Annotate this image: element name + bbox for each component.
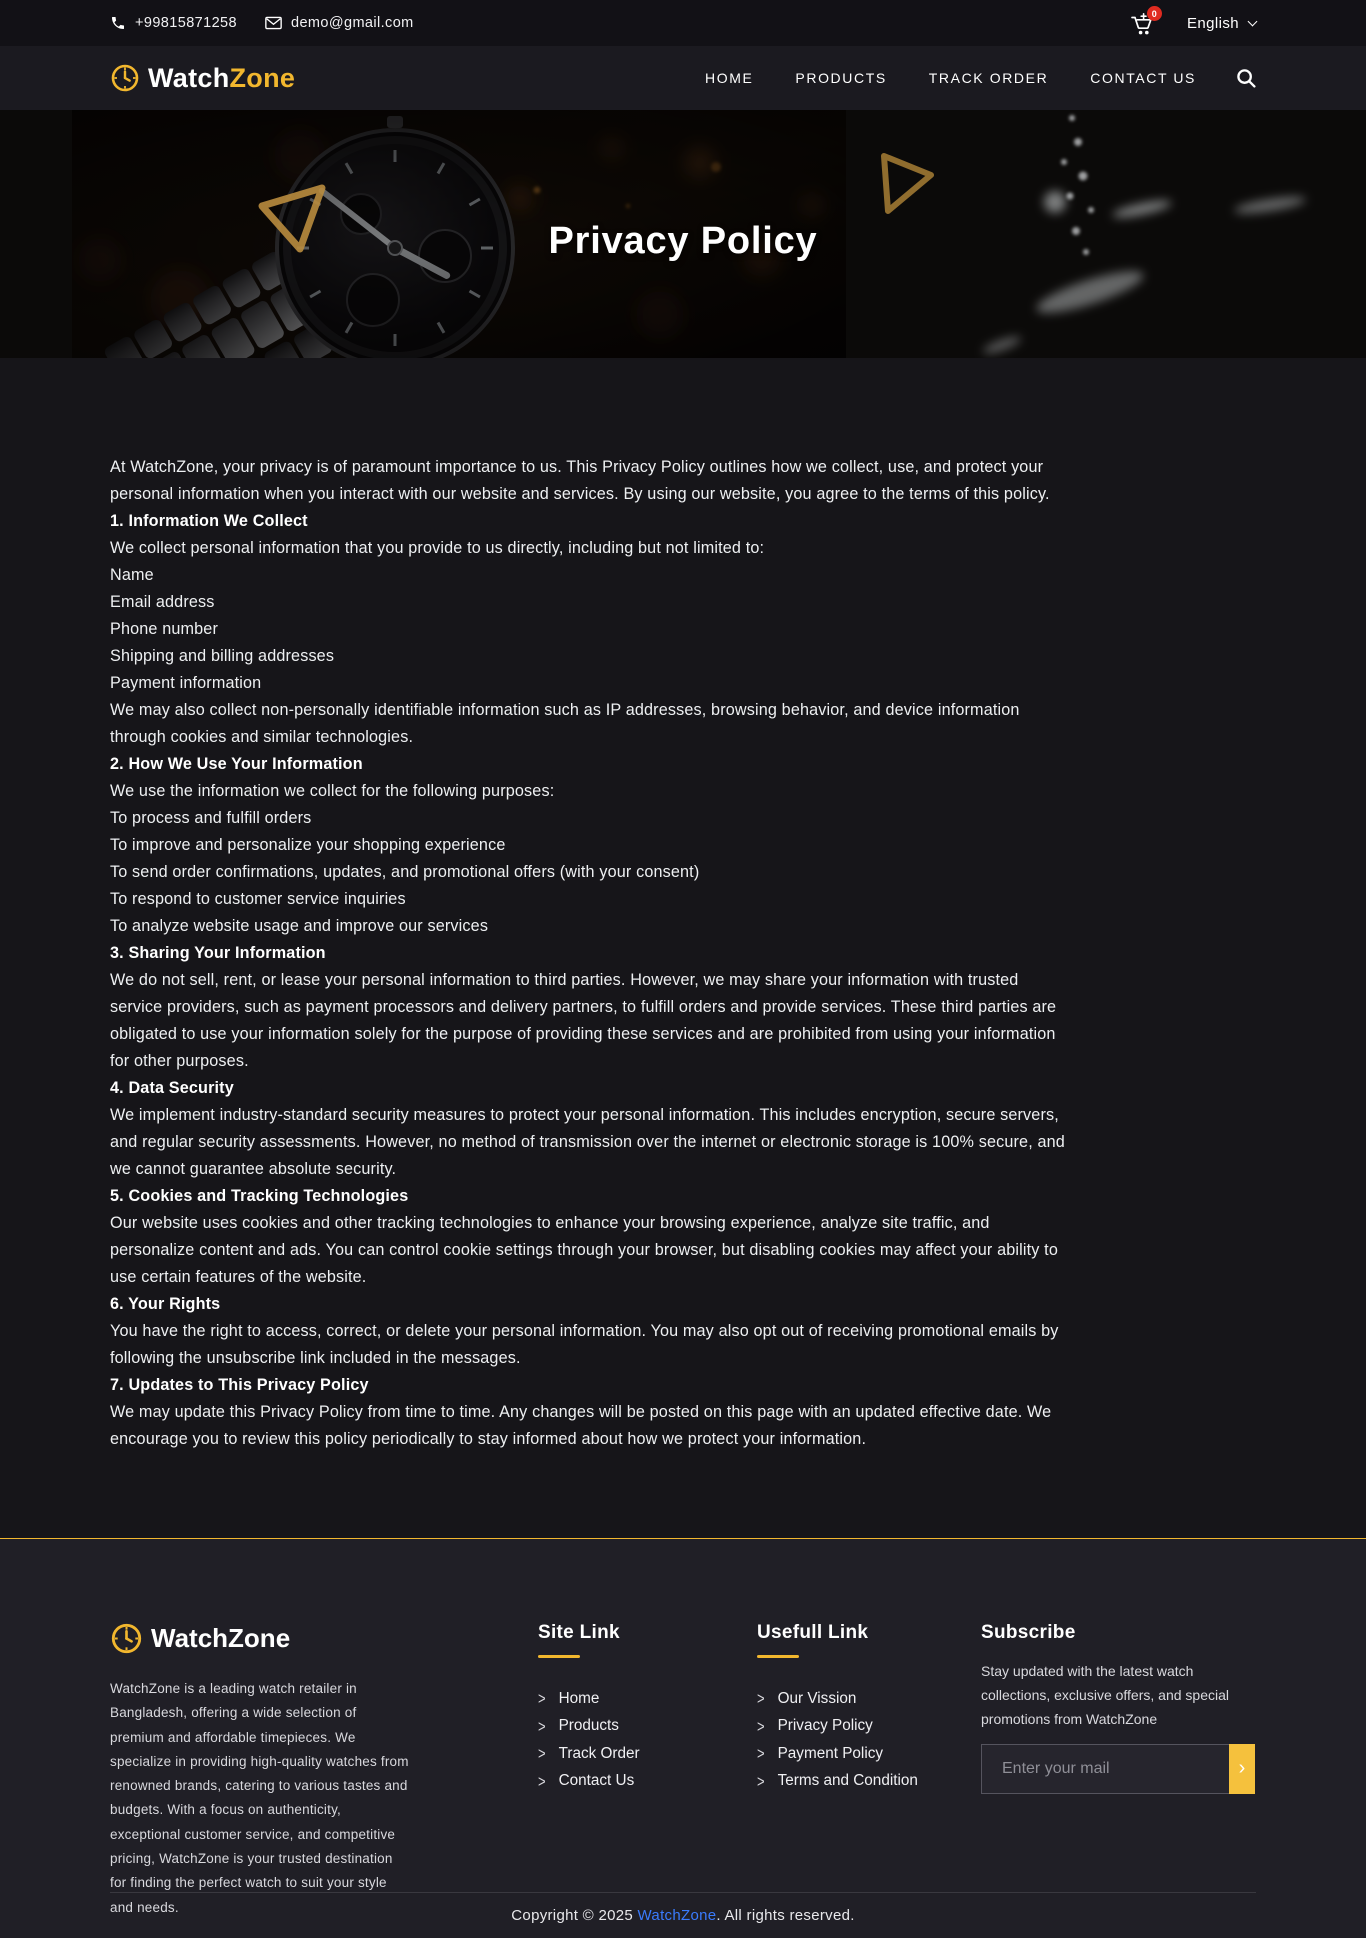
clock-logo-icon [110, 1622, 143, 1655]
navbar [0, 46, 1366, 110]
title-underline [757, 1655, 799, 1658]
chevron-down-icon [1248, 16, 1258, 26]
chevron-right-icon: > [538, 1689, 546, 1709]
topbar-phone[interactable] [110, 15, 237, 31]
policy-paragraph: Phone number [110, 620, 218, 638]
brand-zone: Zone [229, 62, 296, 93]
footer-column-title: Site Link [538, 1622, 620, 1643]
chevron-right-icon: > [538, 1771, 546, 1791]
footer-about-text: WatchZone is a leading watch retailer in Bangladesh, offering a wide selection of premium and affordable timepieces. We specialize in providing high-quality watches from renowned brands, catering to various tastes and budgets. With a focus on authenticity, exceptional customer service, and competitive pricing, WatchZone is your trusted destination for finding the perfect watch to suit your style and needs. [110, 1681, 409, 1915]
subscribe-description: Stay updated with the latest watch collections, exclusive offers, and special promotions from WatchZone [981, 1663, 1229, 1728]
policy-section-heading: 6. Your Rights [110, 1295, 221, 1313]
footer-link-item[interactable] [757, 1768, 918, 1796]
footer-column-title: Subscribe [981, 1622, 1076, 1643]
policy-section-heading: 4. Data Security [110, 1079, 234, 1097]
brand-watch: Watch [151, 1623, 229, 1653]
footer-link-item[interactable] [757, 1740, 918, 1768]
nav-item-track-order[interactable]: TRACK ORDER [928, 70, 1049, 86]
footer-subscribe-column [981, 1622, 1255, 1794]
chevron-right-icon: > [757, 1771, 765, 1791]
topbar-email-address: demo@gmail.com [290, 15, 414, 31]
policy-paragraph: To send order confirmations, updates, and promotional offers (with your consent) [110, 863, 700, 881]
copyright-text: Copyright © 2025 [511, 1907, 638, 1924]
subscribe-button[interactable] [1229, 1744, 1255, 1794]
copyright-text: . All rights reserved. [716, 1907, 855, 1924]
footer-useful-link-column [757, 1622, 918, 1795]
policy-paragraph: You have the right to access, correct, or delete your personal information. You may also opt out of receiving promotional emails by following the unsubscribe link included in the messages. [110, 1322, 1059, 1367]
brand-zone: Zone [228, 1623, 291, 1653]
topbar-phone-number: +99815871258 [135, 15, 237, 31]
title-underline [538, 1655, 580, 1658]
search-icon[interactable] [1236, 68, 1256, 88]
topbar [0, 0, 1366, 46]
brand-logo[interactable] [110, 63, 295, 94]
topbar-email[interactable] [265, 15, 414, 31]
footer-link-item[interactable] [757, 1685, 918, 1713]
footer-brand-name [151, 1623, 290, 1654]
policy-paragraph: To process and fulfill orders [110, 809, 312, 827]
cart-button[interactable] [1131, 8, 1158, 36]
copyright-bar [110, 1892, 1256, 1924]
policy-paragraph: At WatchZone, your privacy is of paramount importance to us. This Privacy Policy outlines how we collect, use, and protect your personal information when you interact with our website and services. By using our website, you agree to the terms of this policy. [110, 458, 1050, 503]
footer-site-links [538, 1685, 640, 1795]
footer-column-title: Usefull Link [757, 1622, 869, 1643]
main-content [110, 358, 1256, 1453]
footer-link-item[interactable] [538, 1768, 640, 1796]
subscribe-form [981, 1744, 1255, 1794]
nav-item-home[interactable]: HOME [705, 70, 754, 86]
policy-paragraph: To respond to customer service inquiries [110, 890, 406, 908]
footer-link-item[interactable] [538, 1740, 640, 1768]
policy-paragraph: Email address [110, 593, 215, 611]
policy-paragraph: Name [110, 566, 154, 584]
clock-logo-icon [110, 63, 140, 93]
footer-link-label: Home [558, 1689, 600, 1707]
brand-name [148, 63, 295, 94]
footer-link-label: Contact Us [558, 1772, 635, 1790]
brand-watch: Watch [148, 62, 230, 93]
chevron-right-icon: > [538, 1744, 546, 1764]
policy-paragraph: Shipping and billing addresses [110, 647, 335, 665]
chevron-right-icon: > [757, 1716, 765, 1736]
privacy-policy-content [110, 454, 1068, 1453]
chevron-right-icon: > [757, 1744, 765, 1764]
language-selector[interactable] [1187, 15, 1256, 32]
policy-paragraph: We use the information we collect for the following purposes: [110, 782, 555, 800]
footer-link-label: Products [558, 1717, 619, 1735]
nav-item-products[interactable]: PRODUCTS [795, 70, 887, 86]
chevron-right-icon: > [757, 1689, 765, 1709]
language-label: English [1187, 14, 1239, 32]
footer-link-label: Our Vission [777, 1689, 857, 1707]
policy-section-heading: 2. How We Use Your Information [110, 755, 363, 773]
footer-link-label: Payment Policy [777, 1744, 884, 1762]
cart-count-badge: 0 [1147, 6, 1162, 21]
policy-paragraph: Our website uses cookies and other tracking technologies to enhance your browsing experience, analyze site traffic, and personalize content and ads. You can control cookie settings through your browser, but disabling cookies may affect your ability to use certain features of the website. [110, 1214, 1058, 1286]
copyright-brand-link[interactable]: WatchZone [637, 1907, 717, 1924]
footer-brand-logo[interactable] [110, 1622, 412, 1655]
mail-icon [265, 16, 282, 30]
policy-paragraph: We may update this Privacy Policy from time to time. Any changes will be posted on this page with an updated effective date. We encourage you to review this policy periodically to stay informed about how we protect your information. [110, 1403, 1052, 1448]
footer-link-label: Track Order [558, 1744, 640, 1762]
policy-paragraph: To improve and personalize your shopping experience [110, 836, 506, 854]
footer-link-item[interactable] [757, 1713, 918, 1741]
policy-paragraph: We collect personal information that you provide to us directly, including but not limited to: [110, 539, 765, 557]
policy-paragraph: To analyze website usage and improve our services [110, 917, 489, 935]
page-title: Privacy Policy [548, 220, 818, 262]
policy-paragraph: Payment information [110, 674, 262, 692]
footer [0, 1538, 1366, 1938]
email-input[interactable] [981, 1744, 1229, 1794]
phone-icon [110, 15, 126, 31]
nav-item-contact-us[interactable]: CONTACT US [1090, 70, 1196, 86]
footer-link-label: Privacy Policy [777, 1717, 873, 1735]
policy-section-heading: 3. Sharing Your Information [110, 944, 326, 962]
footer-about-column [110, 1622, 412, 1920]
footer-link-item[interactable] [538, 1713, 640, 1741]
policy-paragraph: We do not sell, rent, or lease your personal information to third parties. However, we may share your information with trusted service providers, such as payment processors and delivery partners, to fulfill orders and provide services. These third parties are obligated to use your information solely for the purpose of providing these services and are prohibited from using your information for other purposes. [110, 971, 1057, 1070]
policy-section-heading: 7. Updates to This Privacy Policy [110, 1376, 369, 1394]
hero-banner [0, 110, 1366, 358]
chevron-right-icon: › [1238, 1757, 1246, 1780]
policy-paragraph: We may also collect non-personally identifiable information such as IP addresses, browsing behavior, and device information through cookies and similar technologies. [110, 701, 1020, 746]
chevron-right-icon: > [538, 1716, 546, 1736]
policy-section-heading: 1. Information We Collect [110, 512, 308, 530]
policy-paragraph: We implement industry-standard security measures to protect your personal information. This includes encryption, secure servers, and regular security assessments. However, no method of transmission over the internet or electronic storage is 100% secure, and we cannot guarantee absolute security. [110, 1106, 1065, 1178]
policy-section-heading: 5. Cookies and Tracking Technologies [110, 1187, 409, 1205]
footer-useful-links [757, 1685, 918, 1795]
footer-link-label: Terms and Condition [777, 1772, 918, 1790]
main-nav [705, 70, 1196, 86]
footer-link-item[interactable] [538, 1685, 640, 1713]
footer-site-link-column [538, 1622, 640, 1795]
